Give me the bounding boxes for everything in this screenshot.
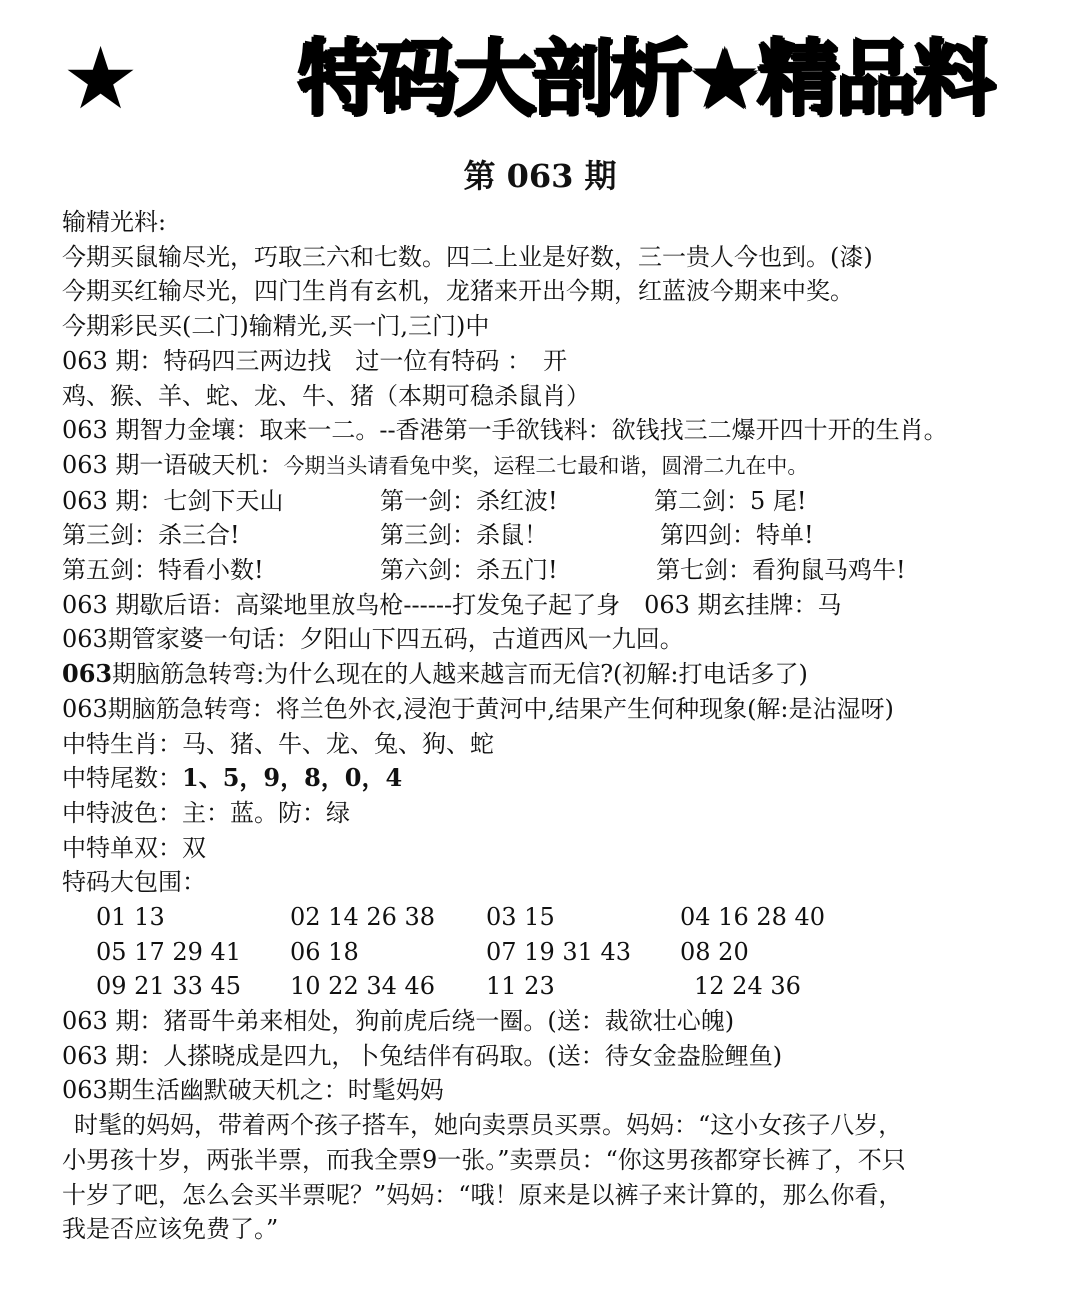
brain-line [62,657,1062,692]
number-group: 11 23 [486,972,555,1001]
text-line: 中特生肖：马、猪、牛、龙、兔、狗、蛇 [62,729,494,758]
sword-row [62,518,1062,553]
text-line: 063 期歇后语：高粱地里放鸟枪------打发兔子起了身 063 期玄挂牌：马 [62,590,842,619]
story-paragraph [62,1108,1062,1247]
text-line: 鸡、猴、羊、蛇、龙、牛、猪（本期可稳杀鼠肖） [62,381,590,410]
number-group: 12 24 36 [694,972,801,1001]
number-group: 01 13 [96,903,165,932]
text-line: 063期管家婆一句话：夕阳山下四五码，古道西风一九回。 [62,625,684,654]
number-group: 08 20 [680,937,749,966]
text-line: 特码大包围： [62,868,206,897]
header [0,0,1080,140]
sword-row [62,553,1062,588]
text-line: 今期买鼠输尽光，巧取三六和七数。四二上业是好数，三一贵人今也到。(漆) [62,242,873,271]
yiyu-line [62,448,1062,484]
story-line: 我是否应该免费了。” [62,1215,279,1244]
sword-cell: 第五剑：特看小数! [62,556,264,584]
text-line: 063 期：猪哥牛弟来相处，狗前虎后绕一圈。(送：裁欲壮心魄) [62,1007,735,1036]
weishu-value: 1、5，9，8，0，4 [182,763,403,793]
weishu-label: 中特尾数： [62,764,182,793]
text-line: 中特波色：主：蓝。防：绿 [62,798,350,827]
text-line: 中特单双：双 [62,833,206,862]
sword-cell: 第六剑：杀五门! [380,556,558,584]
star-icon: ★ [62,29,140,129]
sword-cell: 第四剑：特单! [660,521,814,550]
text-line: 今期买红输尽光，四门生肖有玄机，龙猪来开出今期，红蓝波今期来中奖。 [62,277,854,306]
sword-cell: 063 期：七剑下天山 [62,486,284,515]
number-row [62,935,1062,970]
story-line: 十岁了吧，怎么会买半票呢？”妈妈：“哦！原来是以裤子来计算的，那么你看， [62,1180,903,1209]
story-line: 小男孩十岁，两张半票，而我全票9一张。”卖票员：“你这男孩都穿长裤了，不只 [62,1145,906,1174]
number-group: 06 18 [290,937,359,966]
text-line: 063 期：特码四三两边找 过一位有特码 ： 开 [62,346,568,375]
text-line: 063 期：人搽晓成是四九，卜兔结伴有码取。(送：待女金盎脸鲤鱼) [62,1041,783,1070]
yiyu-text: 今期当头请看兔中奖，运程二七最和谐，圆滑二九在中。 [283,453,809,478]
sword-cell: 第三剑：杀鼠！ [380,521,548,550]
issue-number: 第 063 期 [463,157,617,195]
yiyu-label: 063 期一语破天机： [62,450,284,479]
number-group: 07 19 31 43 [486,937,632,966]
text-line: 063期生活幽默破天机之：时髦妈妈 [62,1076,444,1105]
brain-text: 期脑筋急转弯:为什么现在的人越来越言而无信?(初解:打电话多了) [112,660,808,689]
number-group: 10 22 34 46 [290,972,436,1001]
number-group: 03 15 [486,903,555,932]
sword-cell: 第一剑：杀红波! [380,486,558,515]
number-group: 02 14 26 38 [290,903,436,932]
text-line: 输精光料: [62,208,167,236]
text-line: 063期脑筋急转弯：将兰色外衣,浸泡于黄河中,结果产生何种现象(解:是沾湿呀) [62,694,894,723]
number-row [62,969,1062,1004]
sword-cell: 第七剑：看狗鼠马鸡牛! [656,556,906,584]
text-line: 今期彩民买(二门)输精光,买一门,三门)中 [62,312,490,341]
text-line: 063 期智力金壤：取来一二。--香港第一手欲钱料：欲钱找三二爆开四十开的生肖。 [62,416,948,445]
number-group: 09 21 33 45 [96,972,242,1001]
number-group: 05 17 29 41 [96,937,242,966]
sword-cell: 第三剑：杀三合! [62,521,240,550]
brain-prefix: 063 [62,659,113,689]
number-group: 04 16 28 40 [680,903,826,932]
banner-title: 特码大剖析★精品料 [298,32,992,127]
sword-row [62,484,1062,519]
story-line: 时髦的妈妈，带着两个孩子搭车，她向卖票员买票。妈妈：“这小女孩子八岁， [74,1111,903,1140]
content [62,205,1062,1247]
number-row [62,900,1062,935]
weishu-line [62,761,1062,796]
sword-cell: 第二剑：5 尾! [654,486,807,515]
